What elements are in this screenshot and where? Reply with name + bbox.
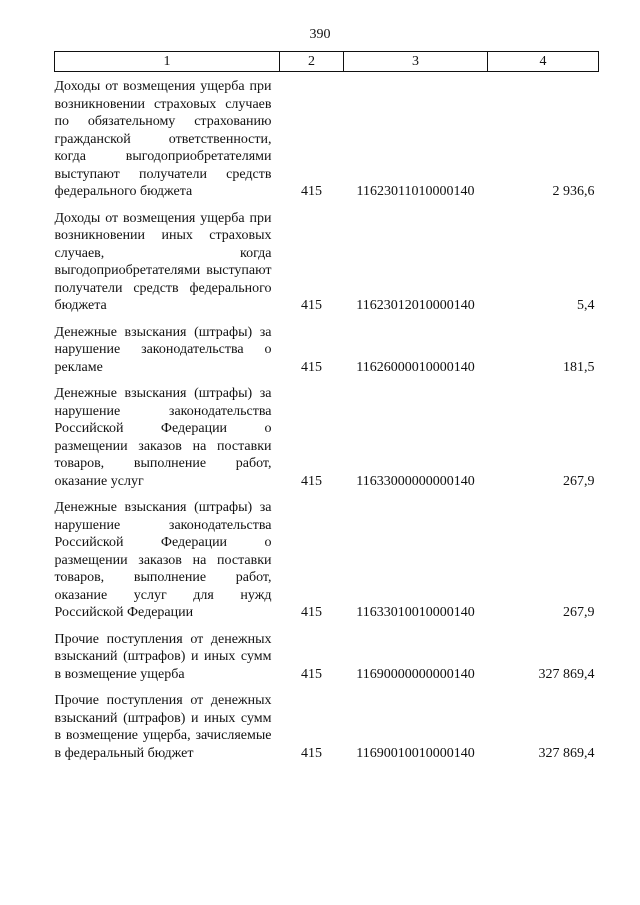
table-header [55,52,599,72]
row-description: Прочие поступления от денежных взысканий (штрафов) и иных сумм в возмещение ущерба [54,631,272,682]
row-description: Денежные взыскания (штрафы) за нарушение законодательства о рекламе [54,324,272,375]
row-budget-code: 11633010010000140 [356,605,475,620]
row-admin-code: 415 [301,745,322,761]
page-number: 390 [309,27,331,42]
row-admin-code: 415 [301,298,322,313]
row-budget-code: 11690010010000140 [356,745,475,761]
header-row [55,52,599,72]
table-row [55,622,599,684]
row-admin-code: 415 [301,184,322,199]
row-admin-code: 415 [301,666,322,682]
table-row [55,201,599,315]
table-row [55,490,599,622]
row-description: Денежные взыскания (штрафы) за нарушение законодательства Российской Федерации о размещении заказов на поставки товаров, выполнение работ, оказание услуг [54,386,272,489]
row-budget-code: 11623011010000140 [356,184,475,199]
column-header-3: 3 [344,52,488,72]
row-admin-code: 415 [301,605,322,620]
row-budget-code: 11623012010000140 [356,298,475,313]
row-amount: 267,9 [563,473,595,489]
table-row [55,683,599,762]
row-amount: 2 936,6 [552,184,595,199]
row-amount: 327 869,4 [538,745,595,761]
row-amount: 267,9 [563,605,595,620]
table-row [55,315,599,377]
row-amount: 181,5 [563,359,595,375]
row-budget-code: 11626000010000140 [356,359,475,375]
row-description: Прочие поступления от денежных взысканий (штрафов) и иных сумм в возмещение ущерба, зачисляемые в федеральный бюджет [54,693,272,761]
row-description: Доходы от возмещения ущерба при возникновении иных страховых случаев, когда выгодоприобретателями выступают получатели средств федерального бюджета [54,210,272,313]
row-budget-code: 11690000000000140 [356,666,475,682]
row-amount: 327 869,4 [538,666,595,682]
table-row [55,72,599,201]
row-description: Доходы от возмещения ущерба при возникновении страховых случаев по обязательному страхованию гражданской ответственности, когда выгодоприобретателями выступают получатели средств федерального бюджета [54,79,272,199]
row-admin-code: 415 [301,473,322,489]
table-body [55,72,599,763]
table-row [55,376,599,490]
budget-table [54,51,599,762]
column-header-4: 4 [488,52,599,72]
column-header-2: 2 [280,52,344,72]
column-header-1: 1 [55,52,280,72]
row-admin-code: 415 [301,359,322,375]
row-description: Денежные взыскания (штрафы) за нарушение законодательства Российской Федерации о размещении заказов на поставки товаров, выполнение работ, оказание услуг для нужд Российской Федерации [54,500,272,620]
row-budget-code: 11633000000000140 [356,473,475,489]
row-amount: 5,4 [577,298,595,313]
